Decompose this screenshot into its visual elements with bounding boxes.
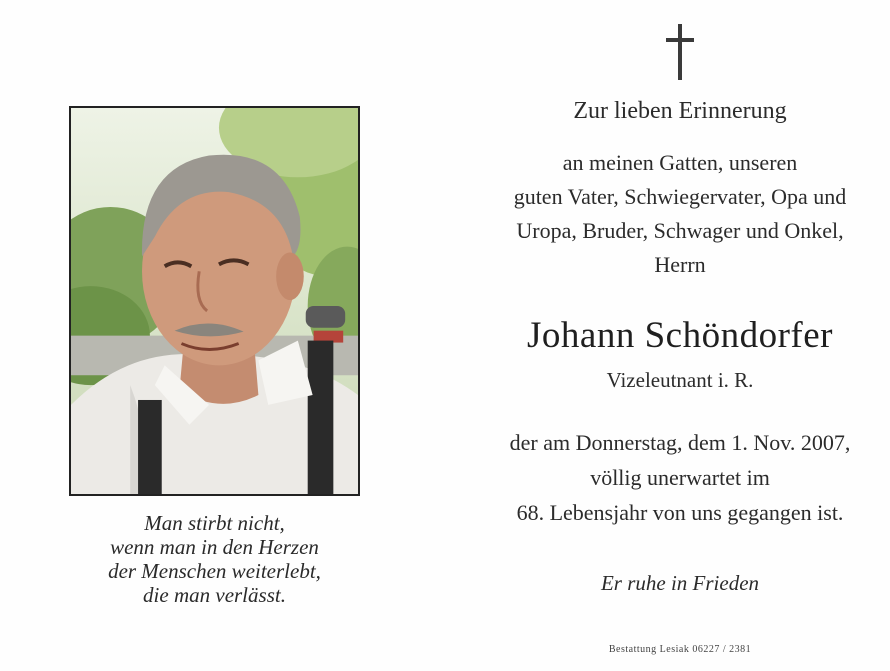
portrait-photo (69, 106, 360, 496)
verse-line: wenn man in den Herzen (110, 535, 319, 559)
cross-icon (666, 24, 694, 80)
rest-in-peace: Er ruhe in Frieden (600, 571, 760, 595)
death-line: völlig unerwartet im (590, 465, 770, 490)
verse-line: die man verlässt. (143, 583, 286, 607)
undertaker-imprint: Bestattung Lesiak 06227 / 2381 (608, 644, 752, 655)
verse-line: der Menschen weiterlebt, (108, 559, 321, 583)
dedication-line: Herrn (654, 252, 706, 277)
dedication-line: an meinen Gatten, unseren (562, 150, 798, 175)
death-notice (470, 425, 890, 530)
death-line: der am Donnerstag, dem 1. Nov. 2007, (509, 430, 851, 455)
deceased-name: Johann Schöndorfer (527, 315, 833, 356)
death-line: 68. Lebensjahr von uns gegangen ist. (516, 500, 844, 525)
memorial-verse (69, 511, 360, 607)
verse-line: Man stirbt nicht, (144, 511, 285, 535)
memorial-heading: Zur lieben Erinnerung (573, 98, 787, 124)
dedication-line: guten Vater, Schwiegervater, Opa und (513, 184, 847, 209)
deceased-rank: Vizeleutnant i. R. (606, 368, 754, 392)
portrait-illustration (71, 108, 358, 494)
dedication-line: Uropa, Bruder, Schwager und Onkel, (516, 218, 844, 243)
dedication-text (470, 146, 890, 282)
